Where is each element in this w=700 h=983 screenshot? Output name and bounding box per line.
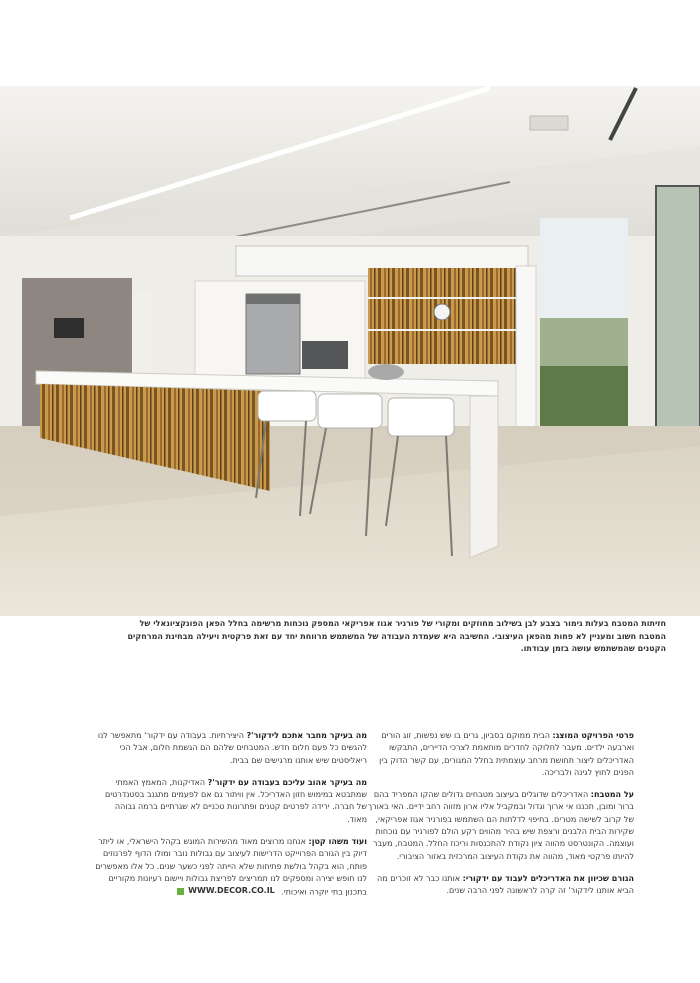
end-square-icon — [177, 888, 184, 895]
article-column-right — [360, 730, 634, 908]
paragraph-one-more — [93, 836, 367, 899]
website-text: WWW.DECOR.CO.IL — [188, 886, 275, 896]
heading-connection: מה בעיקר מחבר אתכם לידקור'? — [246, 731, 367, 740]
kitchen-illustration — [0, 86, 700, 616]
text-project-details: הבית ממוקם בסביון, גרים בו שש נפשות, זוג הורים וארבעה ילדים. מעבר לחלוקה לחדרים מותאמת לצרכי הדיירים, התבקשו האדריכלים ליצור תחושת מרחב עוצמתית בחלל המגורים, עם קשר הדוק בין הפנים לחוץ לגינה ולבריכה. — [379, 731, 634, 777]
website-link[interactable] — [177, 885, 275, 897]
kitchen-photo — [0, 86, 700, 616]
paragraph-favorite — [93, 777, 367, 826]
heading-favorite: מה בעיקר אהוב עליכם בעבודה עם ידקור'? — [207, 777, 367, 787]
heading-reason: הגורם שכיוון את האדריכלים לעבוד עם ידקורי: — [462, 873, 634, 883]
text-connection: היצירתיות. בעבודה עם ידקור' מתאפשר לנו להגשים כל פעם חלום חדש. המטבחים שלהם הם הגשמת חלום, אבל הכי ריאליסטים שיש אותנו מרגישים שם בבית. — [97, 731, 367, 765]
paragraph-project-details — [360, 730, 634, 779]
article-column-left — [93, 730, 367, 909]
heading-project-details: פרטי הפרויקט המוצג: — [552, 731, 634, 740]
text-reason: אותנו כבר לא זוכרים מה הביא אותנו לידקור' זה קרה לראשונה לפני הרבה שנים. — [377, 873, 634, 896]
heading-one-more: ועוד משהו קטן: — [308, 837, 367, 847]
text-about-kitchen: האדריכלים שדוגלים בעיצוב מטבחים גדולים שהקו המפריד בהם ברור ומובן, תכננו אי ארוך וגדול ובמקביל אליו ארון מזווה רחב ידיים. האי באורך של קרוב לשישה מטרים. בחיפוי לדלתות הם השתמשו בפורניר אגוז אפריקאי, שקירות הבית הלבנים ורצפת שיש בהיר מהווים רקע הולם לפורניר עם נוכחות ועוצמה. הקונטרסט מהווה ציון נקודת להתכנסות וריכוז החלל. המטבח, מעבר להיותו פרקטי מאוד, מהווה את נקודת העיצוב המרכזית באזור הציבורי. — [367, 790, 634, 861]
paragraph-about-kitchen — [360, 789, 634, 863]
photo-caption: חזיתות המטבח בעלות גימור בצבע לבן בשילוב מחוזקים ומקורי של פורניר אגוז אפריקאי המספק נוכחות מרשימה בחלל הפאן הפונקציונאלי של המטבח חשוב ומעניין לא פחות מהפאן העיצובי. החשיבה היא שעמדת העבודה של המשתמש מרווחת יחד עם זאת פרקטית ויעילה מבחינת המרחקים הקטנים שהמשתמש עושה בזמן עבודתו. — [127, 619, 666, 653]
heading-about-kitchen: על המטבח: — [590, 790, 634, 800]
paragraph-connection — [93, 730, 367, 767]
text-one-more: אנחנו מרוצים מאוד מהשירות המוגש בקהל הישראלי, או ליתר דיוק בין הגורם הפרוייקט הדרישות לעיצוב עם גבולות נובר ומולו הדוף לפרנוזים פותח, הוא בקהל בולשת פתיחות שלא הייתה לפני כשער שנים. כל אלו מאפשרים לנו חופש יצירה ומספקים לנו תמריצים לפריצת גבולות ויישום רעיונות מקוריים בתכנון בתי יוקרה ואיכותי. — [95, 837, 367, 897]
paragraph-reason — [360, 873, 634, 898]
text-favorite: האדיקנות, המאמץ האמתי שמתבטא במימוש חזון האדריכל. אין וויתור גם אם לפעמים מתגנב בסטנדרטים של חברה. ירידה לפרטים קטנים ופתרונות טכניים לא שגרתיים ברמה גבוהה מאוד. — [105, 777, 367, 824]
